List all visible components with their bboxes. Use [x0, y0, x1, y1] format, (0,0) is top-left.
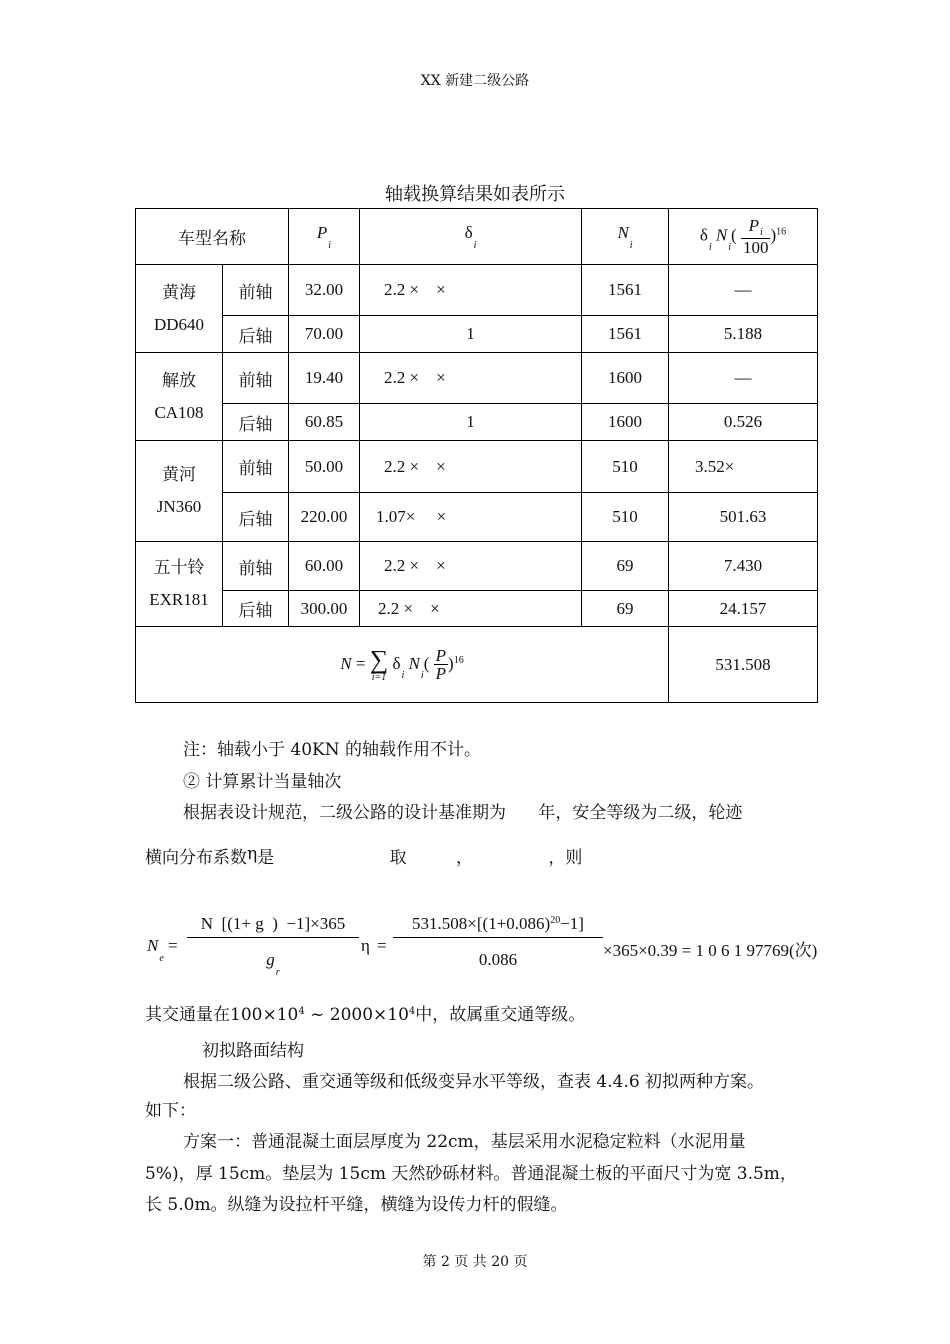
n-value: 69 [582, 591, 669, 627]
n-value: 510 [582, 441, 669, 493]
header-n: $N_i$ [582, 209, 669, 265]
header-product: $\delta_i$ $N_i$( $\frac{P_i}{100}$ )$^{16}$ [669, 209, 818, 265]
header-p: $P_i$ [289, 209, 360, 265]
axle-label: 前轴 [223, 265, 289, 316]
table-caption: 轴载换算结果如表所示 [385, 184, 565, 205]
result-value: 0.526 [669, 404, 818, 441]
formula-rhs-denominator: 0.086 [478, 950, 518, 969]
axle-label: 后轴 [223, 404, 289, 441]
paragraph-line: 方案一：普通混凝土面层厚度为 22cm，基层采用水泥稳定粒料（水泥用量 [183, 1132, 746, 1152]
paragraph-line: 如下： [145, 1101, 196, 1121]
header-delta: $\delta_i$ [360, 209, 582, 265]
header-vehicle: 车型名称 [136, 209, 289, 265]
p-value: 19.40 [289, 353, 360, 404]
p-value: 60.85 [289, 404, 360, 441]
paragraph-line: 长 5.0m。纵缝为设拉杆平缝，横缝为设传力杆的假缝。 [145, 1195, 568, 1215]
formula-eta: η [361, 936, 370, 955]
n-value: 1600 [582, 404, 669, 441]
page-header: XX 新建二级公路 [420, 73, 530, 89]
n-value: 1561 [582, 316, 669, 353]
formula-lhs-numerator: N [(1+ g ) −1]×365 [187, 914, 359, 938]
result-value: — [669, 265, 818, 316]
result-value: 501.63 [669, 493, 818, 542]
step-heading: ② 计算累计当量轴次 [183, 772, 342, 792]
p-value: 32.00 [289, 265, 360, 316]
axle-label: 前轴 [223, 441, 289, 493]
paragraph-line: 5%)，厚 15cm。垫层为 15cm 天然砂砾材料。普通混凝土板的平面尺寸为宽 3.5m， [145, 1164, 797, 1184]
vehicle-cell: 五十铃 EXR181 [136, 542, 223, 627]
page-footer: 第 2 页 共 20 页 [422, 1254, 528, 1270]
total-formula: N = ∑ i=1 $\delta_i$ $N_i$( $\frac{P}{P}$ )$^{16}$ [136, 627, 669, 703]
n-value: 1600 [582, 353, 669, 404]
result-value: — [669, 353, 818, 404]
axle-label: 前轴 [223, 542, 289, 591]
axle-label: 前轴 [223, 353, 289, 404]
result-value: 3.52× [669, 441, 818, 493]
p-value: 70.00 [289, 316, 360, 353]
total-value: 531.508 [669, 627, 818, 703]
vehicle-cell: 黄河 JN360 [136, 441, 223, 542]
axle-label: 后轴 [223, 591, 289, 627]
paragraph-line: 根据表设计规范，二级公路的设计基准期为 年，安全等级为二级，轮迹 [183, 803, 743, 823]
axle-load-table [135, 208, 818, 703]
delta-value: 1 [360, 404, 582, 441]
vehicle-cell: 解放 CA108 [136, 353, 223, 441]
cumulative-axle-formula: $N_e$ = N [(1+ g ) −1]×365 $g_r$ η = $531.508\times[(1+0.086)^{20}-1]$ 0.086 ×365×0.39 = 1 0 6 1 97769(次) [147, 914, 818, 978]
n-value: 69 [582, 542, 669, 591]
table-note: 注：轴载小于 40KN 的轴载作用不计。 [183, 740, 482, 760]
paragraph-line: 横向分布系数η是 取 ， ，则 [145, 844, 583, 868]
p-value: 60.00 [289, 542, 360, 591]
formula-result: ×365×0.39 = 1 0 6 1 97769(次) [603, 941, 818, 960]
result-value: 24.157 [669, 591, 818, 627]
delta-value: 1.07× × [360, 493, 582, 542]
n-value: 1561 [582, 265, 669, 316]
n-value: 510 [582, 493, 669, 542]
formula-lhs-denominator: $g_r$ [266, 950, 280, 978]
delta-value: 2.2 × × [360, 441, 582, 493]
p-value: 300.00 [289, 591, 360, 627]
paragraph-line: 根据二级公路、重交通等级和低级变异水平等级，查表 4.4.6 初拟两种方案。 [183, 1072, 765, 1092]
delta-value: 2.2 × × [360, 542, 582, 591]
vehicle-cell: 黄海 DD640 [136, 265, 223, 353]
traffic-volume-line: 其交通量在$100\times 10^4$ ~ $2000\times 10^4$中，故属重交通等级。 [145, 1005, 586, 1025]
axle-label: 后轴 [223, 493, 289, 542]
delta-value: 2.2 × × [360, 265, 582, 316]
axle-label: 后轴 [223, 316, 289, 353]
p-value: 50.00 [289, 441, 360, 493]
delta-value: 2.2 × × [360, 353, 582, 404]
formula-rhs-numerator: $531.508\times[(1+0.086)^{20}-1]$ [393, 914, 603, 938]
delta-value: 2.2 × × [360, 591, 582, 627]
result-value: 5.188 [669, 316, 818, 353]
result-value: 7.430 [669, 542, 818, 591]
delta-value: 1 [360, 316, 582, 353]
section-heading: 初拟路面结构 [202, 1041, 304, 1061]
p-value: 220.00 [289, 493, 360, 542]
